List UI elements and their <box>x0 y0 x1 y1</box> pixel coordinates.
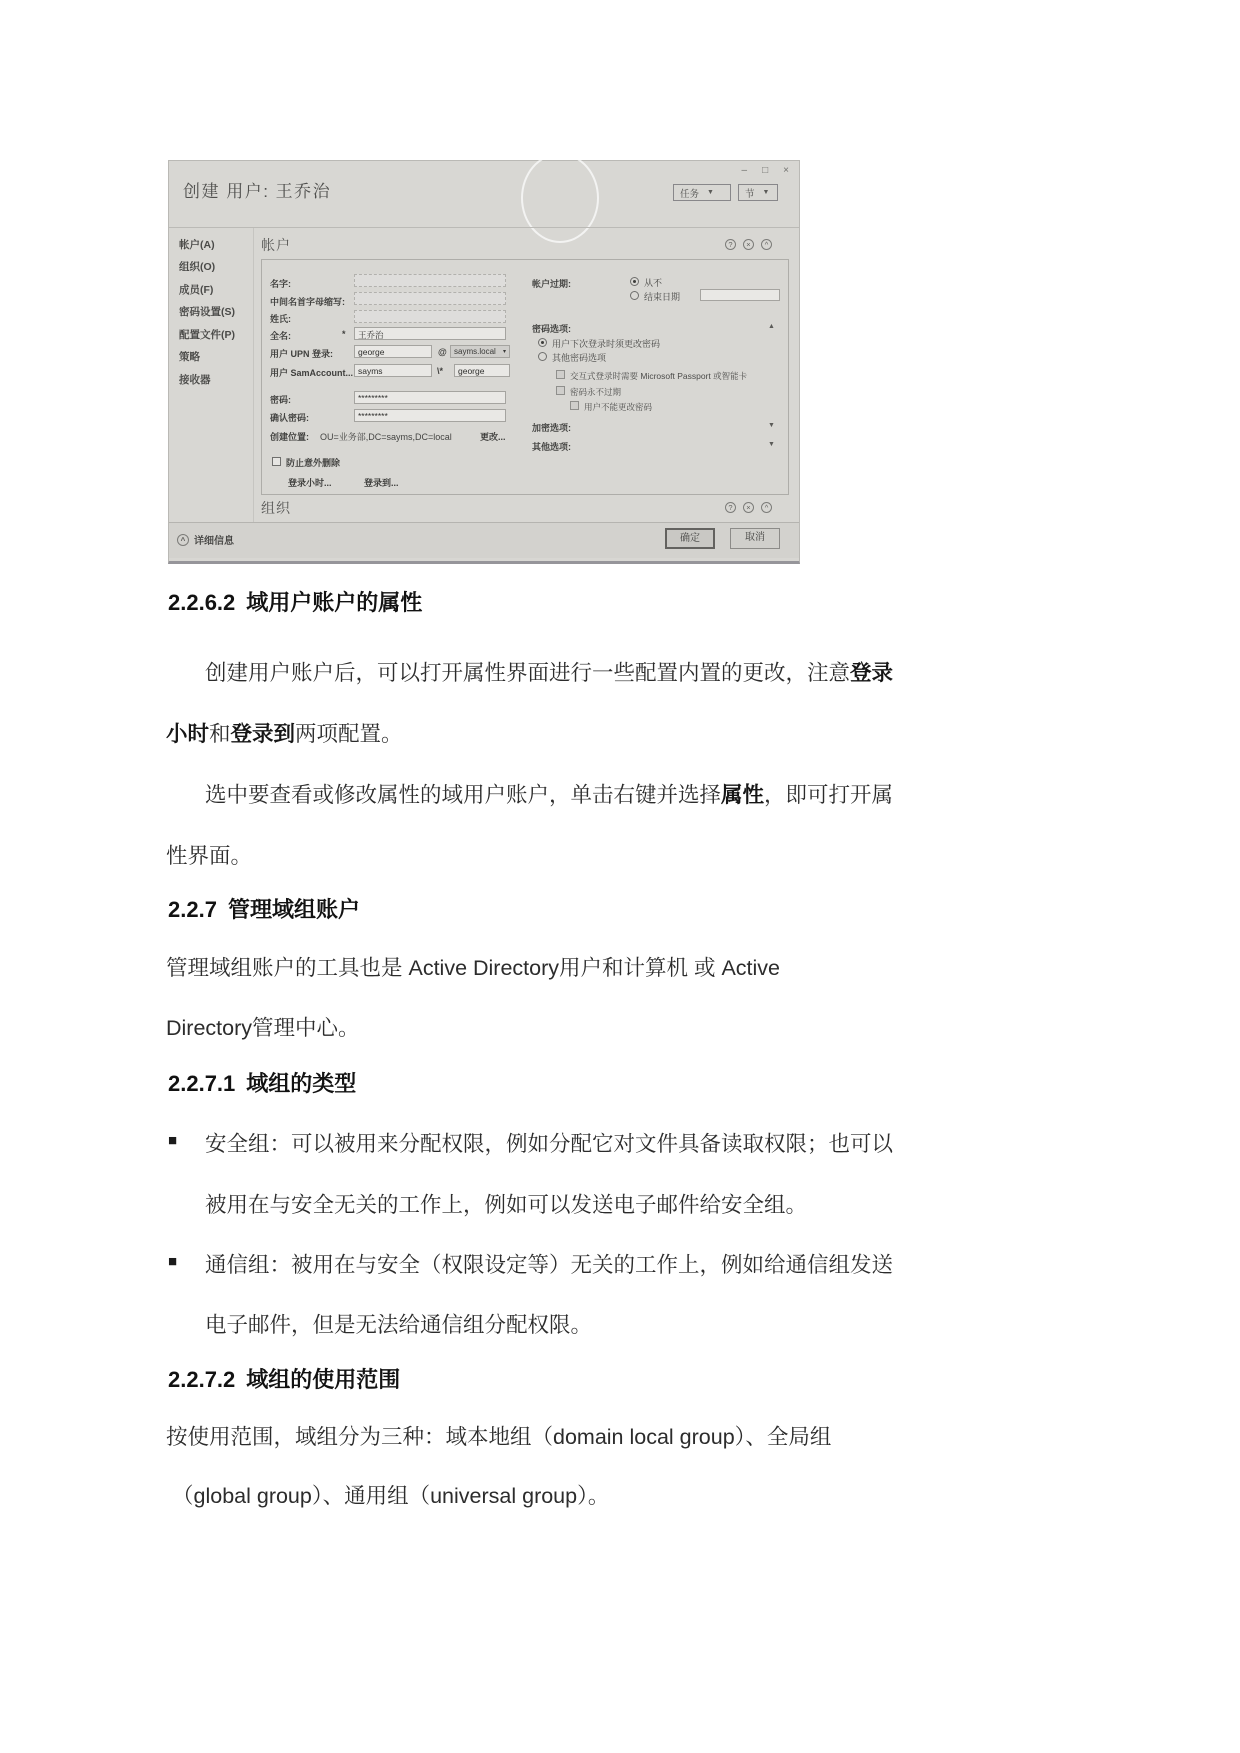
expiry-end-label: 结束日期 <box>644 292 681 302</box>
expiry-date-field[interactable] <box>700 289 780 301</box>
protect-delete-label: 防止意外删除 <box>286 458 341 468</box>
window-controls <box>742 165 789 176</box>
close-icon[interactable]: × <box>783 165 789 176</box>
create-in-value: OU=业务部,DC=sayms,DC=local <box>320 432 452 442</box>
backslash-required-icon: \* <box>437 366 444 376</box>
maximize-icon[interactable]: □ <box>762 165 769 176</box>
password-label: 密码: <box>270 395 291 405</box>
smartcard-checkbox[interactable] <box>556 370 565 379</box>
sidebar-item-member[interactable]: 成员(F) <box>179 284 214 296</box>
heading-number: 2.2.7.2 <box>168 1367 236 1392</box>
account-section-icons <box>725 239 772 250</box>
cancel-button[interactable]: 取消 <box>730 528 780 549</box>
first-name-field[interactable] <box>354 274 506 287</box>
confirm-password-field[interactable]: ********* <box>354 409 506 422</box>
bullet-line: 电子邮件，但是无法给通信组分配权限。 <box>205 1313 593 1337</box>
paragraph-line: 管理域组账户的工具也是 Active Directory用户和计算机 或 Active <box>166 956 781 980</box>
pwd-change-next-label: 用户下次登录时须更改密码 <box>552 339 661 349</box>
chevron-down-icon: ▼ <box>762 189 770 196</box>
sidebar-item-policy[interactable]: 策略 <box>179 351 200 363</box>
ok-button[interactable]: 确定 <box>665 528 715 549</box>
sam-name-field[interactable]: george <box>454 364 510 377</box>
never-expire-label: 密码永不过期 <box>570 387 622 397</box>
collapse-section-icon[interactable]: ^ <box>761 239 772 250</box>
smartcard-label: 交互式登录时需要 Microsoft Passport 或智能卡 <box>570 371 748 381</box>
logon-hours-link[interactable]: 登录小时... <box>288 478 332 488</box>
password-options-label: 密码选项: <box>532 324 571 334</box>
password-field[interactable]: ********* <box>354 391 506 404</box>
account-section-header: 帐户 <box>261 237 291 253</box>
heading-number: 2.2.7 <box>168 897 217 922</box>
organization-section-header: 组织 <box>261 500 291 516</box>
pwd-other-label: 其他密码选项 <box>552 353 607 363</box>
details-toggle[interactable] <box>177 532 234 547</box>
last-name-field[interactable] <box>354 310 506 323</box>
cannot-change-label: 用户不能更改密码 <box>584 402 653 412</box>
sidebar-item-account[interactable]: 帐户(A) <box>179 239 215 251</box>
heading-2271 <box>168 1067 356 1098</box>
full-name-field[interactable]: 王乔治 <box>354 327 506 340</box>
embedded-screenshot <box>168 160 800 564</box>
paragraph-line: 性界面。 <box>166 844 253 868</box>
cannot-change-checkbox[interactable] <box>570 401 579 410</box>
chevron-down-icon: ▾ <box>502 349 506 355</box>
heading-number: 2.2.7.1 <box>168 1071 236 1096</box>
middle-initial-field[interactable] <box>354 292 506 305</box>
chevron-down-icon: ▼ <box>707 189 714 196</box>
sidebar-divider <box>253 228 254 522</box>
collapse-arrow-icon[interactable]: ▲ <box>768 323 775 330</box>
heading-title: 管理域组账户 <box>227 897 360 922</box>
paragraph-line: 按使用范围，域组分为三种：域本地组（domain local group）、全局组 <box>166 1425 832 1449</box>
paragraph-line: 选中要查看或修改属性的域用户账户，单击右键并选择属性，即可打开属 <box>205 783 894 807</box>
last-name-label: 姓氏: <box>270 314 291 324</box>
scan-artifact <box>521 153 599 243</box>
upn-domain-value: sayms.local <box>454 347 496 356</box>
sidebar-item-profile[interactable]: 配置文件(P) <box>179 329 235 341</box>
at-sign: @ <box>438 347 447 357</box>
upn-field[interactable]: george <box>354 345 432 358</box>
bullet-line: 通信组：被用在与安全（权限设定等）无关的工作上，例如给通信组发送 <box>205 1253 894 1277</box>
expiry-end-radio[interactable] <box>630 291 639 300</box>
close-section-icon[interactable]: × <box>743 502 754 513</box>
first-name-label: 名字: <box>270 279 291 289</box>
encryption-options-label: 加密选项: <box>532 423 571 433</box>
collapse-section-icon[interactable]: ^ <box>761 502 772 513</box>
expand-arrow-icon[interactable]: ▼ <box>768 441 775 448</box>
account-expiry-label: 帐户过期: <box>532 279 571 289</box>
upn-label: 用户 UPN 登录: <box>270 349 334 359</box>
heading-2272 <box>168 1363 400 1394</box>
create-in-label: 创建位置: <box>270 432 309 442</box>
dialog-title: 创建 用户: 王乔治 <box>183 182 332 201</box>
help-icon[interactable]: ? <box>725 239 736 250</box>
heading-title: 域组的使用范围 <box>246 1367 401 1392</box>
full-name-label: 全名: <box>270 331 291 341</box>
expiry-never-radio[interactable] <box>630 277 639 286</box>
upn-domain-select[interactable] <box>450 345 510 358</box>
pwd-change-next-radio[interactable] <box>538 338 547 347</box>
bullet-line: 被用在与安全无关的工作上，例如可以发送电子邮件给安全组。 <box>205 1193 808 1217</box>
paragraph-line: 小时和登录到两项配置。 <box>166 722 403 746</box>
expiry-never-label: 从不 <box>644 278 663 288</box>
heading-title: 域用户账户的属性 <box>246 590 423 615</box>
protect-delete-checkbox[interactable] <box>272 457 281 466</box>
never-expire-checkbox[interactable] <box>556 386 565 395</box>
paragraph-line: Directory管理中心。 <box>166 1016 360 1040</box>
sam-domain-field[interactable]: sayms <box>354 364 432 377</box>
tasks-label: 任务 <box>680 188 700 200</box>
heading-2262 <box>168 586 422 617</box>
sections-label: 节 <box>745 188 755 200</box>
pwd-other-radio[interactable] <box>538 352 547 361</box>
paragraph-line: 创建用户账户后，可以打开属性界面进行一些配置内置的更改，注意登录 <box>205 661 894 685</box>
bullet-square: ■ <box>168 1132 178 1149</box>
chevron-up-icon: ^ <box>177 534 189 546</box>
bullet-line: 安全组：可以被用来分配权限，例如分配它对文件具备读取权限；也可以 <box>205 1132 894 1156</box>
expand-arrow-icon[interactable]: ▼ <box>768 422 775 429</box>
paragraph-line: （global group）、通用组（universal group）。 <box>172 1484 610 1508</box>
confirm-password-label: 确认密码: <box>270 413 309 423</box>
heading-number: 2.2.6.2 <box>168 590 236 615</box>
sidebar-item-receiver[interactable]: 接收器 <box>179 374 211 386</box>
sidebar-item-organization[interactable]: 组织(O) <box>179 261 216 273</box>
organization-section-icons <box>725 502 772 513</box>
help-icon[interactable]: ? <box>725 502 736 513</box>
middle-initial-label: 中间名首字母缩写: <box>270 297 345 307</box>
logon-to-link[interactable]: 登录到... <box>364 478 399 488</box>
details-label: 详细信息 <box>194 536 234 547</box>
sidebar-item-password-settings[interactable]: 密码设置(S) <box>179 306 235 318</box>
change-link[interactable]: 更改... <box>480 432 506 442</box>
close-section-icon[interactable]: × <box>743 239 754 250</box>
account-form <box>261 259 789 495</box>
other-options-label: 其他选项: <box>532 442 571 452</box>
sam-label: 用户 SamAccount... <box>270 368 354 378</box>
titlebar-divider <box>169 227 799 228</box>
heading-227 <box>168 893 360 924</box>
minimize-icon[interactable]: – <box>741 165 748 176</box>
heading-title: 域组的类型 <box>246 1071 357 1096</box>
required-icon: * <box>342 329 346 339</box>
sections-dropdown[interactable] <box>738 184 778 201</box>
bullet-square: ■ <box>168 1253 178 1270</box>
tasks-dropdown[interactable] <box>673 184 731 201</box>
